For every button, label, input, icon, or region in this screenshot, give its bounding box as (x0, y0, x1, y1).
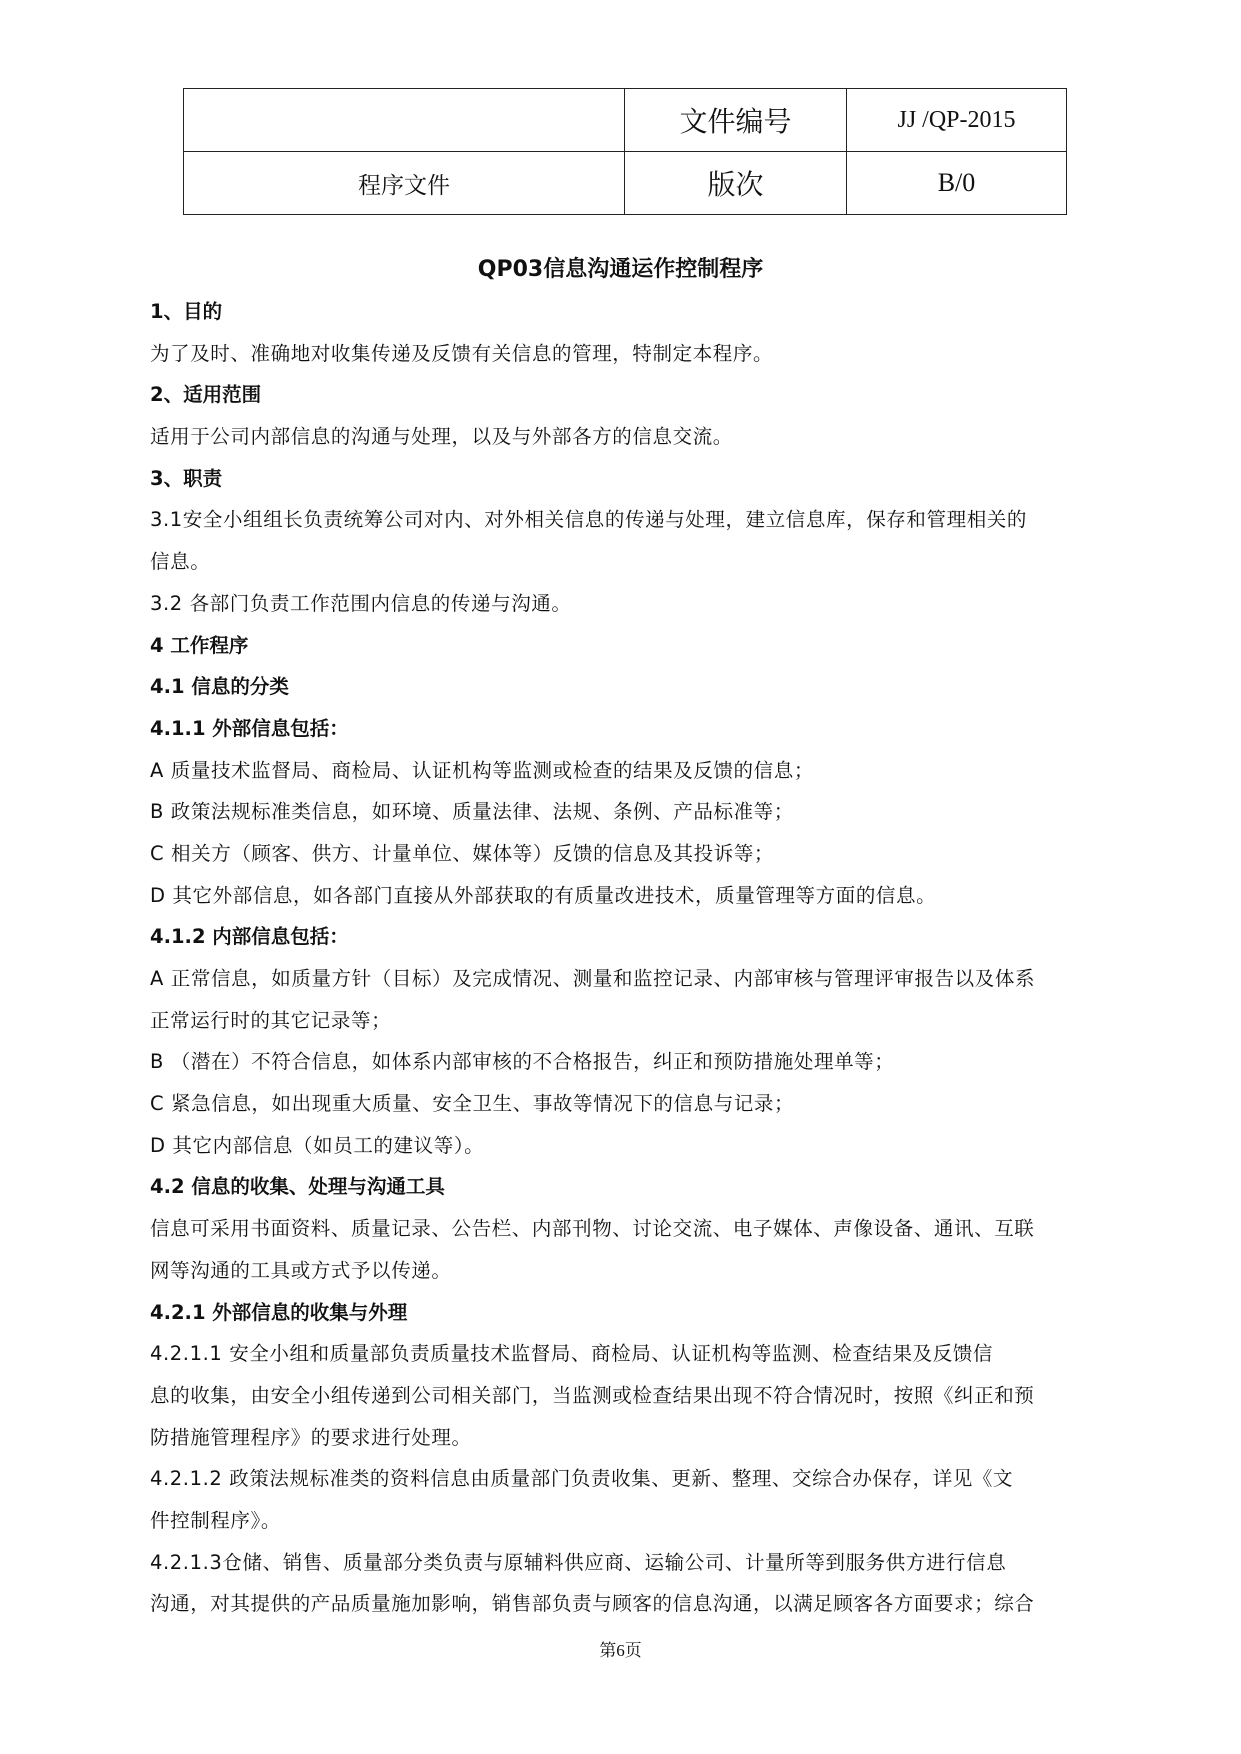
paragraph-line: 信息可采用书面资料、质量记录、公告栏、内部刊物、讨论交流、电子媒体、声像设备、通讯、互联 (150, 1217, 1035, 1241)
paragraph-line: 防措施管理程序》的要求进行处理。 (150, 1425, 472, 1449)
paragraph-line: 适用于公司内部信息的沟通与处理，以及与外部各方的信息交流。 (150, 425, 733, 449)
paragraph-line: 信息。 (150, 550, 211, 574)
document-body (150, 291, 1105, 1625)
file-number-value: JJ /QP-2015 (847, 89, 1067, 152)
header-row-1 (184, 89, 1067, 152)
paragraph-line: 4.2.1.1 安全小组和质量部负责质量技术监督局、商检局、认证机构等监测、检查结果及反馈信 (150, 1342, 994, 1366)
section-heading: 4.1 信息的分类 (150, 675, 289, 699)
paragraph-line: C 紧急信息，如出现重大质量、安全卫生、事故等情况下的信息与记录； (150, 1092, 795, 1116)
header-blank-cell (184, 89, 625, 152)
paragraph-line: D 其它外部信息，如各部门直接从外部获取的有质量改进技术，质量管理等方面的信息。 (150, 883, 937, 907)
paragraph-line: C 相关方（顾客、供方、计量单位、媒体等）反馈的信息及其投诉等； (150, 841, 775, 865)
paragraph-line: A 质量技术监督局、商检局、认证机构等监测或检查的结果及反馈的信息； (150, 758, 814, 782)
section-heading: 2、适用范围 (150, 383, 262, 407)
section-heading: 4.2.1 外部信息的收集与外理 (150, 1300, 408, 1324)
paragraph-line: 4.2.1.2 政策法规标准类的资料信息由质量部门负责收集、更新、整理、交综合办保存，详见《文 (150, 1467, 1014, 1491)
paragraph-line: 4.2.1.3仓储、销售、质量部分类负责与原辅料供应商、运输公司、计量所等到服务供方进行信息 (150, 1550, 1007, 1574)
paragraph-line: 网等沟通的工具或方式予以传递。 (150, 1258, 452, 1282)
paragraph-line: B 政策法规标准类信息，如环境、质量法律、法规、条例、产品标准等； (150, 800, 794, 824)
section-heading: 1、目的 (150, 300, 223, 323)
paragraph-line: B （潜在）不符合信息，如体系内部审核的不合格报告，纠正和预防措施处理单等； (150, 1050, 895, 1074)
file-number-label: 文件编号 (625, 89, 847, 152)
paragraph-line: 沟通，对其提供的产品质量施加影响，销售部负责与顾客的信息沟通，以满足顾客各方面要求；综合 (150, 1592, 1035, 1616)
section-heading: 4.2 信息的收集、处理与沟通工具 (150, 1175, 445, 1199)
header-row-2 (184, 152, 1067, 215)
document-type: 程序文件 (184, 152, 625, 215)
paragraph-line: D 其它内部信息（如员工的建议等）。 (150, 1133, 485, 1157)
section-heading: 4.1.1 外部信息包括： (150, 716, 349, 740)
document-header-table (183, 88, 1067, 215)
paragraph-line: 3.2 各部门负责工作范围内信息的传递与沟通。 (150, 591, 572, 615)
section-heading: 4.1.2 内部信息包括： (150, 925, 349, 949)
version-label: 版次 (625, 152, 847, 215)
paragraph-line: 息的收集，由安全小组传递到公司相关部门，当监测或检查结果出现不符合情况时，按照《纠正和预 (150, 1383, 1035, 1407)
version-value: B/0 (847, 152, 1067, 215)
document-title: QP03信息沟通运作控制程序 (477, 257, 764, 282)
paragraph-line: 正常运行时的其它记录等； (150, 1008, 392, 1032)
section-heading: 4 工作程序 (150, 633, 249, 657)
page-number: 第6页 (599, 1641, 642, 1660)
paragraph-line: 为了及时、准确地对收集传递及反馈有关信息的管理，特制定本程序。 (150, 341, 774, 365)
paragraph-line: A 正常信息，如质量方针（目标）及完成情况、测量和监控记录、内部审核与管理评审报告以及体系 (150, 967, 1036, 990)
section-heading: 3、职责 (150, 466, 223, 490)
paragraph-line: 3.1安全小组组长负责统筹公司对内、对外相关信息的传递与处理，建立信息库，保存和管理相关的 (150, 508, 1028, 532)
paragraph-line: 件控制程序》。 (150, 1508, 281, 1532)
